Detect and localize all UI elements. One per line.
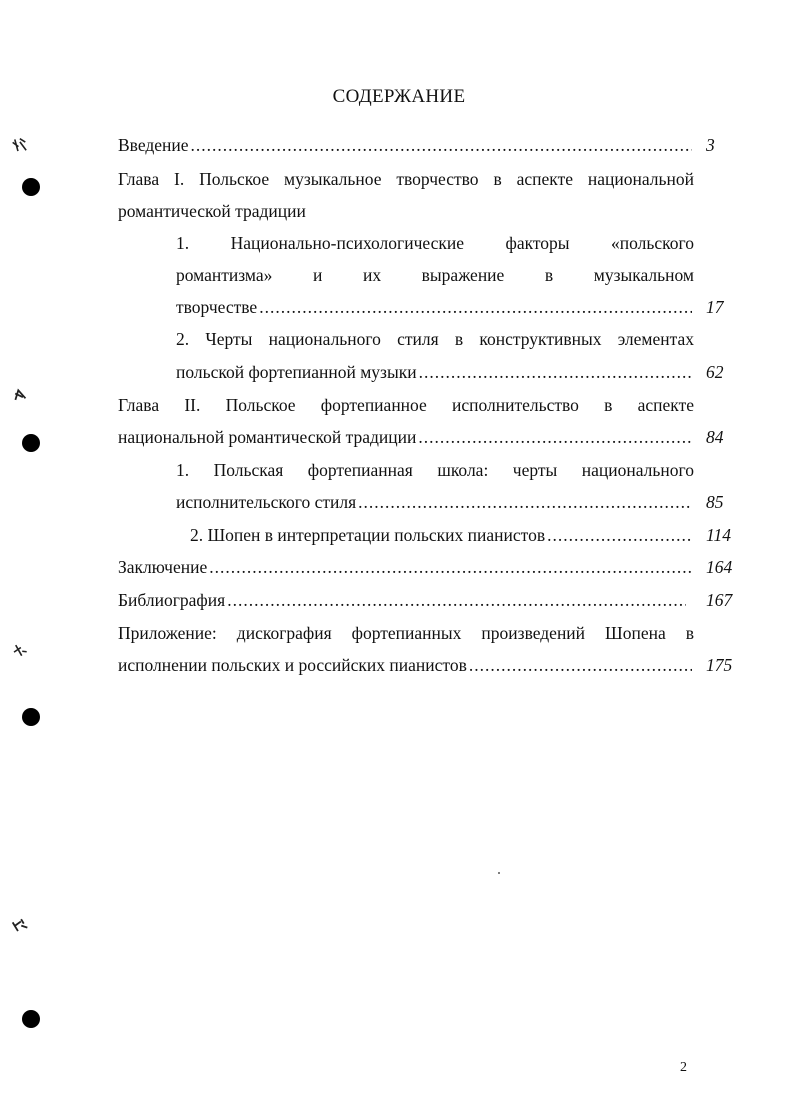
dot-leader xyxy=(209,556,692,578)
toc-label: исполнении польских и российских пианистов xyxy=(118,655,467,675)
page-number: 2 xyxy=(680,1060,687,1075)
toc-section-2-1-line2 xyxy=(176,491,694,513)
dot-leader xyxy=(191,134,692,156)
binder-hole xyxy=(22,1010,40,1028)
toc-entry-appendix-line2 xyxy=(118,654,694,676)
toc-page-number: 84 xyxy=(706,427,724,447)
scan-mark-icon xyxy=(9,640,30,662)
toc-section-1-2-line2 xyxy=(176,361,694,383)
toc-page-number: 17 xyxy=(706,297,724,317)
dot-leader xyxy=(259,296,692,318)
toc-section-1-1-line1: 1. Национально-психологические факторы «польского xyxy=(176,233,694,253)
toc-entry-appendix-line1: Приложение: дискография фортепианных произведений Шопена в xyxy=(118,623,694,643)
toc-chapter-1-line1: Глава I. Польское музыкальное творчество в аспекте национальной xyxy=(118,169,694,189)
toc-entry-bibliography xyxy=(118,589,688,611)
dot-leader xyxy=(469,654,692,676)
scan-mark-icon xyxy=(9,384,30,406)
toc-label: 2. Шопен в интерпретации польских пианистов xyxy=(190,525,546,545)
toc-label: Библиография xyxy=(118,590,226,610)
toc-section-1-2-line1: 2. Черты национального стиля в конструктивных элементах xyxy=(176,329,694,349)
scan-speck xyxy=(498,872,500,874)
dot-leader xyxy=(227,589,686,611)
toc-page-number: 114 xyxy=(706,525,731,545)
toc-chapter-2-line1: Глава II. Польское фортепианное исполнительство в аспекте xyxy=(118,395,694,415)
toc-page-number: 85 xyxy=(706,492,724,512)
toc-section-2-2 xyxy=(190,524,694,546)
toc-page-number: 175 xyxy=(706,655,733,675)
dot-leader xyxy=(358,491,692,513)
toc-label: творчестве xyxy=(176,297,258,317)
toc-chapter-2-line2 xyxy=(118,426,694,448)
page-title: СОДЕРЖАНИЕ xyxy=(332,86,466,107)
toc-entry-intro xyxy=(118,134,694,156)
toc-page-number: 167 xyxy=(706,590,733,610)
toc-section-2-1-line1: 1. Польская фортепианная школа: черты национального xyxy=(176,460,694,480)
toc-chapter-1-line2: романтической традиции xyxy=(118,201,306,221)
toc-label: исполнительского стиля xyxy=(176,492,357,512)
toc-label: Введение xyxy=(118,135,189,155)
toc-label: национальной романтической традиции xyxy=(118,427,417,447)
toc-label: польской фортепианной музыки xyxy=(176,362,417,382)
toc-label: Заключение xyxy=(118,557,208,577)
dot-leader xyxy=(547,524,692,546)
toc-section-1-1-line2: романтизма» и их выражение в музыкальном xyxy=(176,265,694,285)
toc-page-number: 3 xyxy=(706,135,715,155)
binder-hole xyxy=(22,708,40,726)
toc-page-number: 62 xyxy=(706,362,724,382)
dot-leader xyxy=(418,426,692,448)
scan-mark-icon xyxy=(9,914,30,936)
binder-hole xyxy=(22,178,40,196)
toc-page-number: 164 xyxy=(706,557,733,577)
toc-entry-conclusion xyxy=(118,556,694,578)
toc-section-1-1-line3 xyxy=(176,296,694,318)
dot-leader xyxy=(419,361,692,383)
binder-hole xyxy=(22,434,40,452)
scan-mark-icon xyxy=(9,134,30,156)
